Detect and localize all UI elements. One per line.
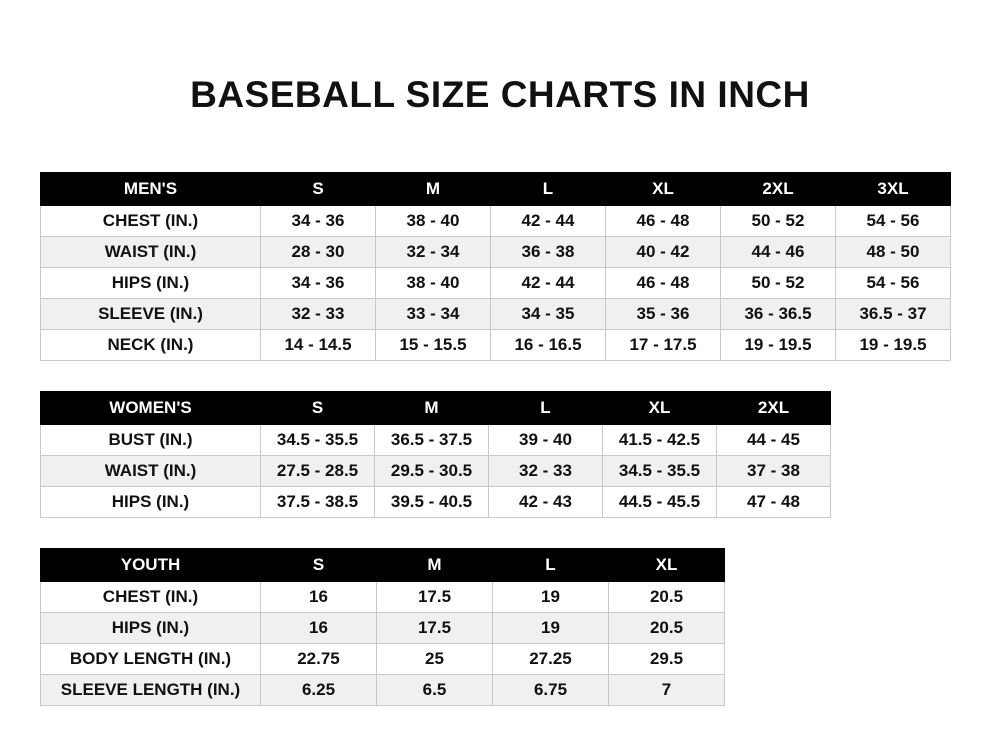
womens-size-table (40, 391, 831, 518)
cell: 27.25 (493, 644, 609, 675)
table-header-row (41, 173, 951, 206)
mens-header-s: S (261, 173, 376, 206)
table-row (41, 237, 951, 268)
womens-header-category: WOMEN'S (41, 392, 261, 425)
cell: 44.5 - 45.5 (603, 487, 717, 518)
cell: 32 - 33 (261, 299, 376, 330)
row-label: WAIST (IN.) (41, 456, 261, 487)
cell: 32 - 34 (376, 237, 491, 268)
row-label: HIPS (IN.) (41, 613, 261, 644)
womens-header-l: L (489, 392, 603, 425)
cell: 36 - 38 (491, 237, 606, 268)
cell: 50 - 52 (721, 268, 836, 299)
cell: 34.5 - 35.5 (603, 456, 717, 487)
table-row (41, 330, 951, 361)
mens-header-2xl: 2XL (721, 173, 836, 206)
table-header-row (41, 549, 725, 582)
youth-header-xl: XL (609, 549, 725, 582)
cell: 50 - 52 (721, 206, 836, 237)
cell: 20.5 (609, 613, 725, 644)
youth-size-table (40, 548, 725, 706)
row-label: NECK (IN.) (41, 330, 261, 361)
youth-header-l: L (493, 549, 609, 582)
cell: 46 - 48 (606, 206, 721, 237)
cell: 17.5 (377, 613, 493, 644)
cell: 19 - 19.5 (721, 330, 836, 361)
cell: 54 - 56 (836, 206, 951, 237)
cell: 16 - 16.5 (491, 330, 606, 361)
cell: 34 - 36 (261, 268, 376, 299)
cell: 6.5 (377, 675, 493, 706)
cell: 6.25 (261, 675, 377, 706)
cell: 22.75 (261, 644, 377, 675)
cell: 34.5 - 35.5 (261, 425, 375, 456)
cell: 36.5 - 37 (836, 299, 951, 330)
row-label: HIPS (IN.) (41, 268, 261, 299)
womens-header-s: S (261, 392, 375, 425)
youth-table-body (41, 582, 725, 706)
table-row (41, 425, 831, 456)
cell: 46 - 48 (606, 268, 721, 299)
table-row (41, 675, 725, 706)
cell: 27.5 - 28.5 (261, 456, 375, 487)
cell: 35 - 36 (606, 299, 721, 330)
womens-table-header (41, 392, 831, 425)
youth-table-header (41, 549, 725, 582)
cell: 36.5 - 37.5 (375, 425, 489, 456)
womens-table-body (41, 425, 831, 518)
cell: 29.5 (609, 644, 725, 675)
tables-container (0, 172, 1000, 706)
cell: 15 - 15.5 (376, 330, 491, 361)
cell: 19 (493, 613, 609, 644)
cell: 16 (261, 613, 377, 644)
cell: 33 - 34 (376, 299, 491, 330)
cell: 44 - 46 (721, 237, 836, 268)
youth-header-m: M (377, 549, 493, 582)
cell: 36 - 36.5 (721, 299, 836, 330)
cell: 37.5 - 38.5 (261, 487, 375, 518)
row-label: BUST (IN.) (41, 425, 261, 456)
table-row (41, 487, 831, 518)
youth-header-category: YOUTH (41, 549, 261, 582)
table-header-row (41, 392, 831, 425)
table-row (41, 644, 725, 675)
mens-table-header (41, 173, 951, 206)
mens-header-category: MEN'S (41, 173, 261, 206)
cell: 44 - 45 (717, 425, 831, 456)
page-title: BASEBALL SIZE CHARTS IN INCH (190, 74, 810, 115)
cell: 32 - 33 (489, 456, 603, 487)
table-row (41, 299, 951, 330)
table-row (41, 206, 951, 237)
cell: 37 - 38 (717, 456, 831, 487)
cell: 42 - 44 (491, 206, 606, 237)
cell: 6.75 (493, 675, 609, 706)
womens-header-2xl: 2XL (717, 392, 831, 425)
cell: 7 (609, 675, 725, 706)
cell: 16 (261, 582, 377, 613)
cell: 19 (493, 582, 609, 613)
cell: 42 - 44 (491, 268, 606, 299)
table-row (41, 613, 725, 644)
cell: 38 - 40 (376, 206, 491, 237)
cell: 47 - 48 (717, 487, 831, 518)
womens-header-m: M (375, 392, 489, 425)
table-row (41, 268, 951, 299)
cell: 14 - 14.5 (261, 330, 376, 361)
row-label: SLEEVE (IN.) (41, 299, 261, 330)
cell: 34 - 35 (491, 299, 606, 330)
row-label: BODY LENGTH (IN.) (41, 644, 261, 675)
row-label: SLEEVE LENGTH (IN.) (41, 675, 261, 706)
cell: 29.5 - 30.5 (375, 456, 489, 487)
youth-header-s: S (261, 549, 377, 582)
cell: 54 - 56 (836, 268, 951, 299)
cell: 41.5 - 42.5 (603, 425, 717, 456)
mens-size-table (40, 172, 951, 361)
cell: 19 - 19.5 (836, 330, 951, 361)
mens-header-3xl: 3XL (836, 173, 951, 206)
cell: 38 - 40 (376, 268, 491, 299)
mens-header-m: M (376, 173, 491, 206)
cell: 40 - 42 (606, 237, 721, 268)
cell: 39.5 - 40.5 (375, 487, 489, 518)
cell: 42 - 43 (489, 487, 603, 518)
mens-header-l: L (491, 173, 606, 206)
cell: 20.5 (609, 582, 725, 613)
cell: 28 - 30 (261, 237, 376, 268)
row-label: HIPS (IN.) (41, 487, 261, 518)
row-label: CHEST (IN.) (41, 206, 261, 237)
cell: 17 - 17.5 (606, 330, 721, 361)
cell: 39 - 40 (489, 425, 603, 456)
womens-header-xl: XL (603, 392, 717, 425)
row-label: CHEST (IN.) (41, 582, 261, 613)
mens-table-body (41, 206, 951, 361)
mens-header-xl: XL (606, 173, 721, 206)
cell: 48 - 50 (836, 237, 951, 268)
table-row (41, 582, 725, 613)
table-row (41, 456, 831, 487)
cell: 25 (377, 644, 493, 675)
row-label: WAIST (IN.) (41, 237, 261, 268)
cell: 34 - 36 (261, 206, 376, 237)
cell: 17.5 (377, 582, 493, 613)
